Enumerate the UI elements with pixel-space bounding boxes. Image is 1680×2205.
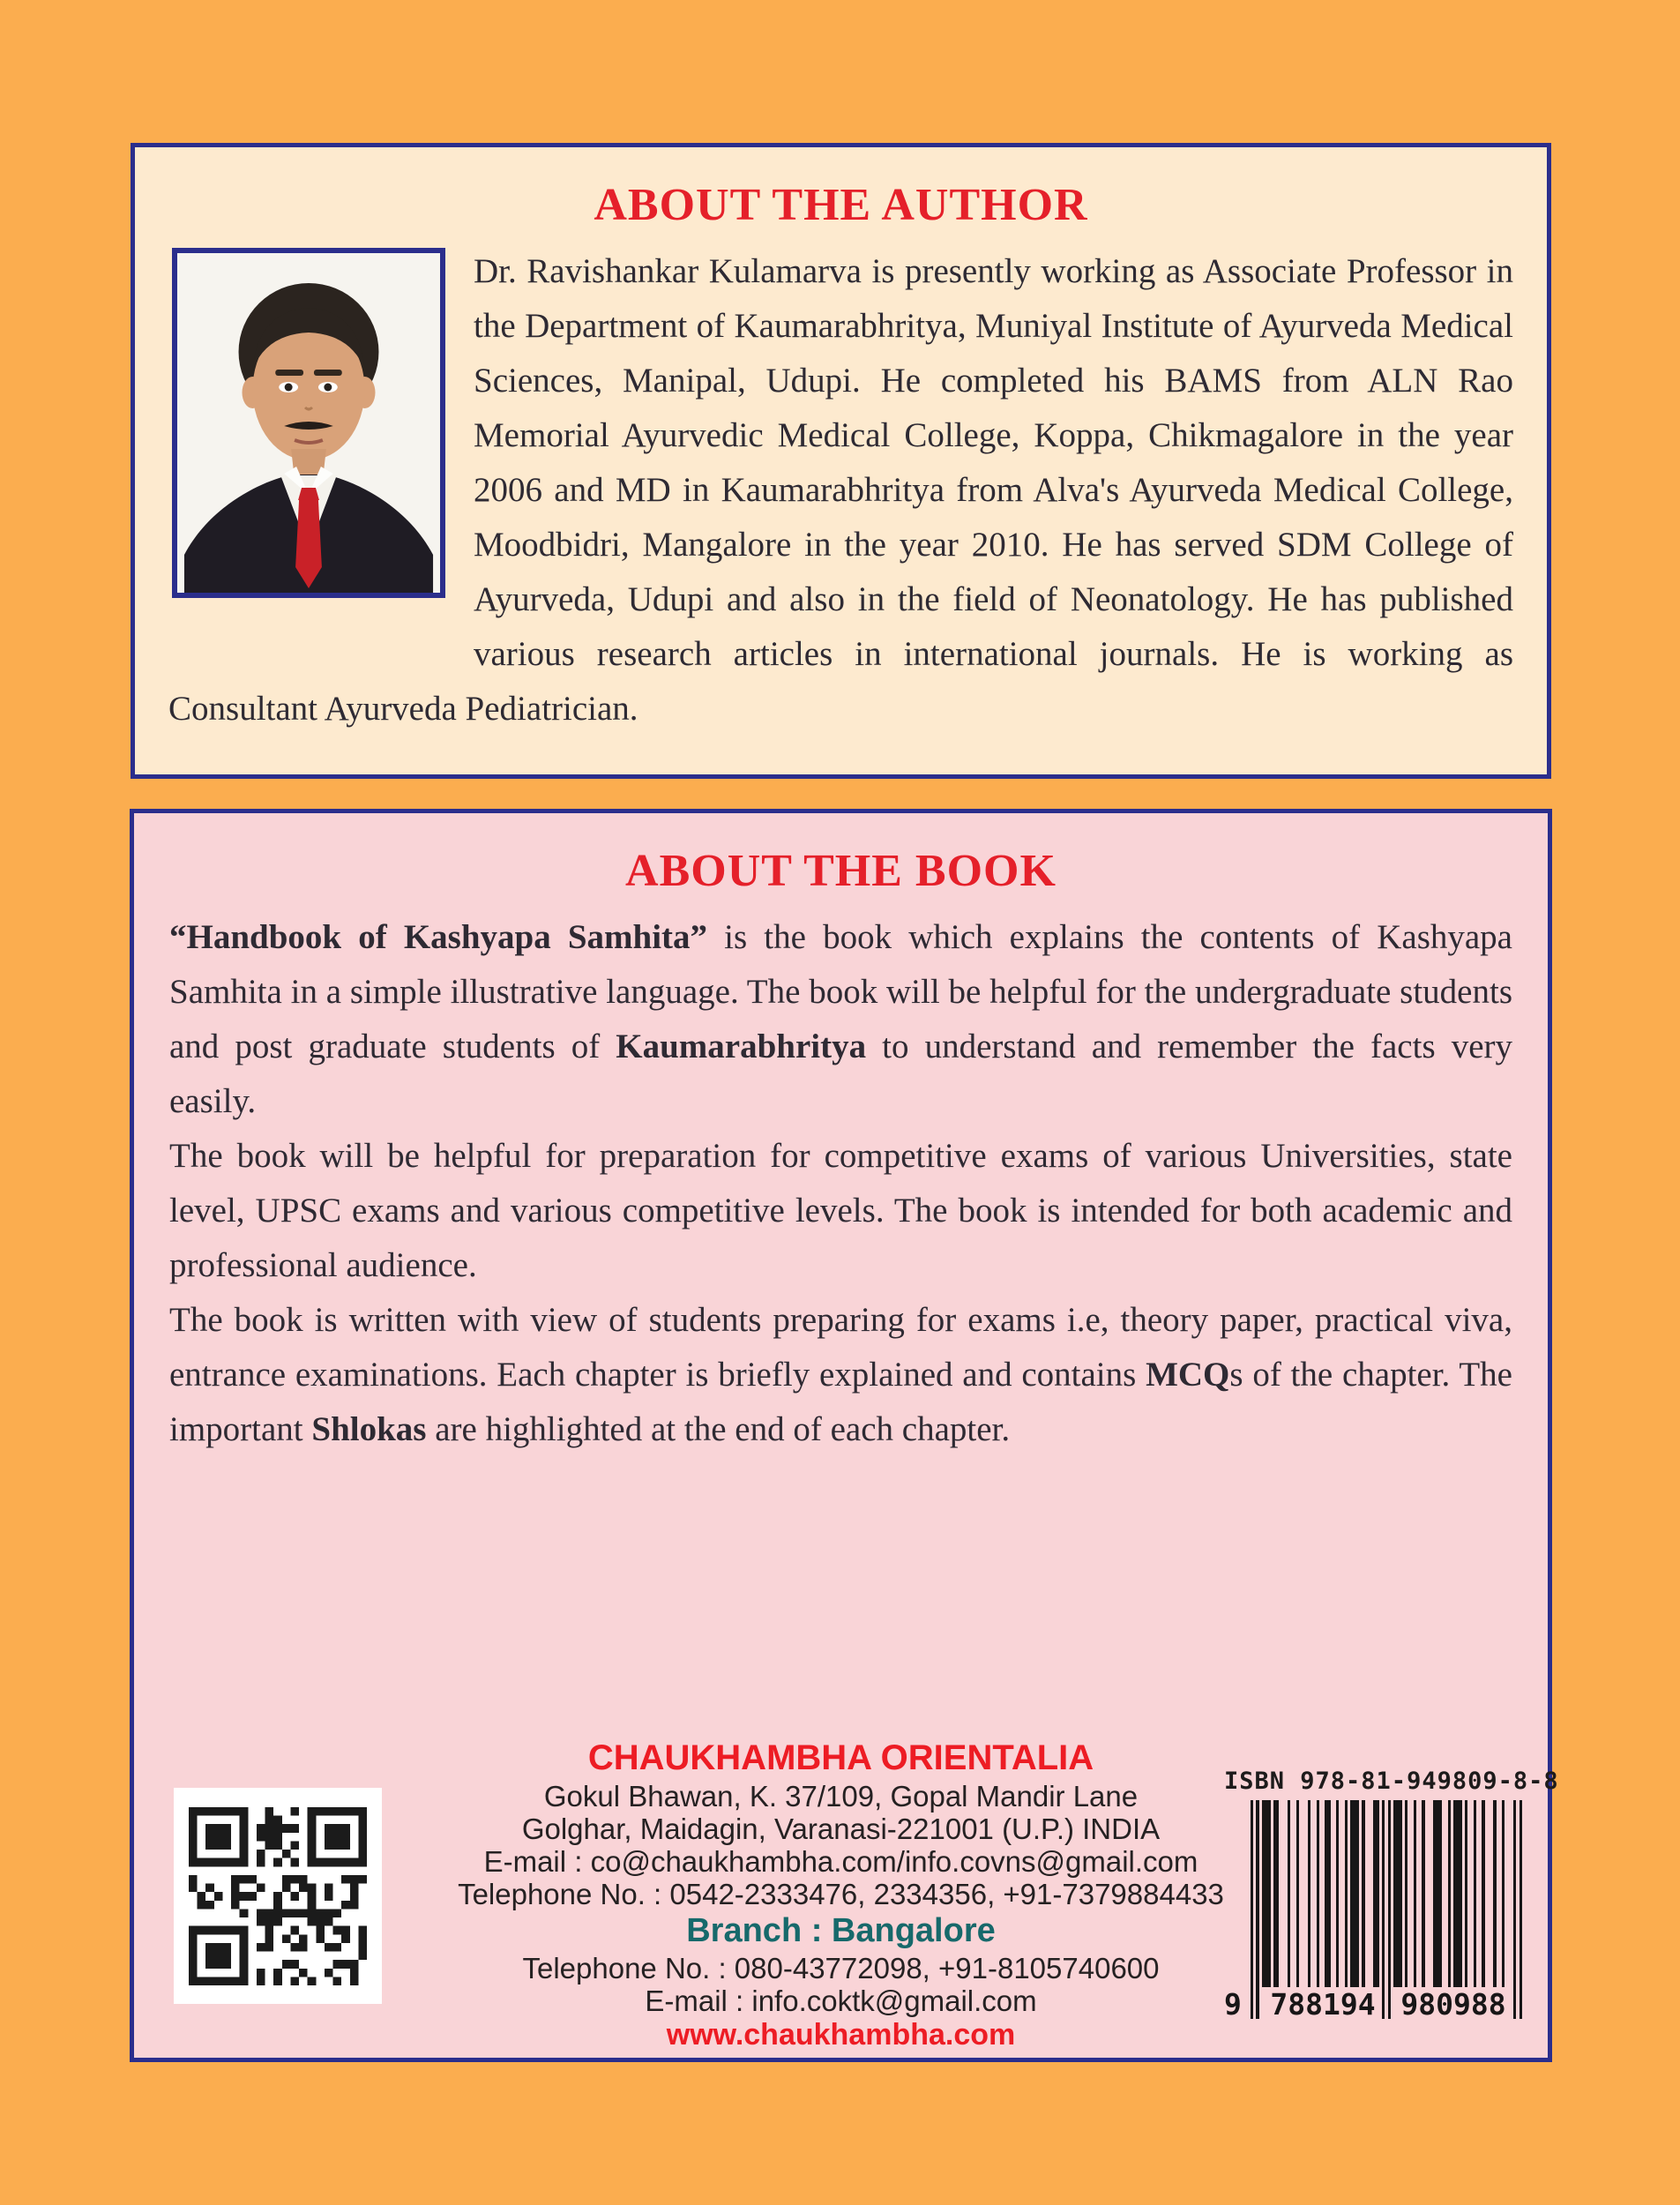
- publisher-website: www.chaukhambha.com: [666, 2018, 1016, 2052]
- qr-code-pattern: [189, 1807, 367, 1985]
- branch-phone: Telephone No. : 080-43772098, +91-8105740600: [522, 1952, 1160, 1984]
- barcode-digits-left: 788194: [1270, 1987, 1376, 2022]
- branch-email: E-mail : info.coktk@gmail.com: [645, 1984, 1037, 2017]
- publisher-email: E-mail : co@chaukhambha.com/info.covns@gmail.com: [483, 1845, 1198, 1878]
- about-author-panel: [131, 143, 1551, 779]
- publisher-branch: Branch : Bangalore: [686, 1912, 996, 1949]
- barcode-digits-right: 980988: [1400, 1987, 1506, 2022]
- publisher-address-line2: Golghar, Maidagin, Varanasi-221001 (U.P.) INDIA: [521, 1813, 1161, 1845]
- book-description: [169, 910, 1512, 1457]
- ean13-bars: [1224, 1800, 1522, 2022]
- book-paragraph: The book will be helpful for preparation for competitive exams of various Universities, state level, UPSC exams and various competitive levels. The book is intended for both academic and professional audience.: [169, 1137, 1512, 1284]
- barcode-digit-lead: 9: [1224, 1987, 1242, 2022]
- isbn-barcode: [1224, 1768, 1559, 2022]
- author-portrait-illustration: [177, 253, 440, 593]
- publisher-name: CHAUKHAMBHA ORIENTALIA: [587, 1738, 1094, 1777]
- book-paragraph: The book is written with view of students preparing for exams i.e, theory paper, practical viva, entrance examinations. Each chapter is briefly explained and contains MCQs of the chapter. The important Shlokas are highlighted at the end of each chapter.: [169, 1301, 1512, 1448]
- book-paragraph: “Handbook of Kashyapa Samhita” is the book which explains the contents of Kashyapa Samhita in a simple illustrative language. The book will be helpful for the undergraduate students and post graduate students of Kaumarabhritya to understand and remember the facts very easily.: [169, 918, 1512, 1120]
- author-bio-text: Dr. Ravishankar Kulamarva is presently working as Associate Professor in the Department of Kaumarabhritya, Muniyal Institute of Ayurveda Medical Sciences, Manipal, Udupi. He completed his BAMS from ALN Rao Memorial Ayurvedic Medical College, Koppa, Chikmagalore in the year 2006 and MD in Kaumarabhritya from Alva's Ayurveda Medical College, Moodbidri, Mangalore in the year 2010. He has served SDM College of Ayurveda, Udupi and also in the field of Neonatology. He has published various research articles in international journals. He is working as Consultant Ayurveda Pediatrician.: [168, 252, 1513, 728]
- about-book-title: ABOUT THE BOOK: [625, 846, 1057, 896]
- author-bio: [168, 244, 1513, 736]
- publisher-phone: Telephone No. : 0542-2333476, 2334356, +91-7379884433: [458, 1878, 1224, 1910]
- author-photo: [172, 248, 445, 598]
- qr-code: [174, 1788, 382, 2004]
- about-author-title: ABOUT THE AUTHOR: [594, 180, 1088, 230]
- publisher-address-line1: Gokul Bhawan, K. 37/109, Gopal Mandir Lane: [543, 1780, 1139, 1813]
- isbn-label: ISBN 978-81-949809-8-8: [1224, 1768, 1559, 1795]
